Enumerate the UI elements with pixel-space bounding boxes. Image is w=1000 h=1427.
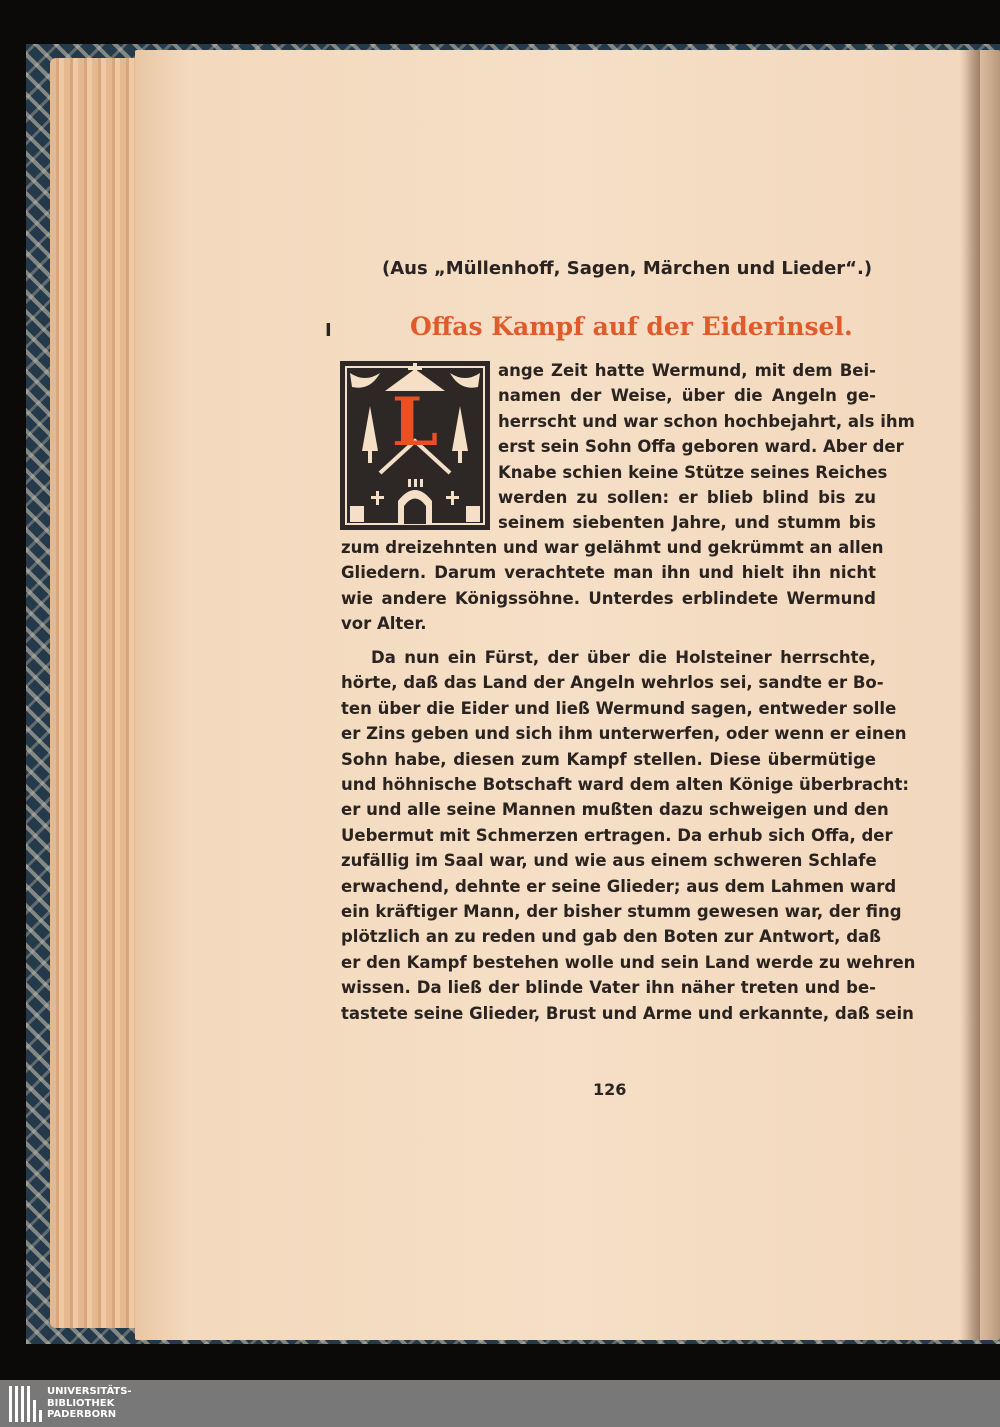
text-line: Da nun ein Fürst, der über die Holsteiner herrschte,	[371, 648, 876, 667]
text-line: Gliedern. Darum verachtete man ihn und hielt ihn nicht	[341, 563, 876, 583]
library-name-line: BIBLIOTHEK	[47, 1397, 115, 1409]
library-footer	[0, 1380, 1000, 1427]
library-name-line: UNIVERSITÄTS-	[47, 1386, 132, 1397]
text-line: plötzlich an zu reden und gab den Boten zur Antwort, daß	[341, 927, 882, 947]
library-name-line: PADERBORN	[47, 1409, 117, 1420]
text-line: hörte, daß das Land der Angeln wehrlos sei, sandte er Bo-	[341, 673, 884, 693]
paragraph-2	[341, 645, 916, 1026]
text-line: ten über die Eider und ließ Wermund sagen, entweder solle	[341, 698, 897, 718]
chapter-title: Offas Kampf auf der Eiderinsel.	[410, 312, 853, 341]
page-number: 126	[593, 1080, 627, 1099]
text-line: werden zu sollen: er blieb blind bis zu	[498, 488, 876, 508]
text-line: vor Alter.	[341, 614, 427, 634]
library-name	[47, 1386, 132, 1421]
paragraph-1-beside-initial	[498, 358, 915, 536]
source-line: (Aus „Müllenhoff, Sagen, Märchen und Lieder“.)	[382, 258, 873, 279]
text-line: zufällig im Saal war, und wie aus einem schweren Schlafe	[341, 851, 877, 871]
text-line: herrscht und war schon hochbejahrt, als ihm	[498, 411, 915, 431]
text-line: namen der Weise, über die Angeln ge-	[498, 386, 876, 406]
initial-letter: L	[391, 383, 439, 461]
text-line: er Zins geben und sich ihm unterwerfen, oder wenn er einen	[341, 724, 907, 744]
text-line: tastete seine Glieder, Brust und Arme und erkannte, daß sein	[341, 1003, 914, 1023]
gutter-shadow	[960, 50, 980, 1340]
text-line: ange Zeit hatte Wermund, mit dem Bei-	[498, 361, 876, 380]
text-line: Sohn habe, diesen zum Kampf stellen. Diese übermütige	[341, 749, 876, 769]
text-line: Uebermut mit Schmerzen ertragen. Da erhub sich Offa, der	[341, 825, 893, 845]
decorated-initial	[340, 361, 490, 530]
text-line: er und alle seine Mannen mußten dazu schweigen und den	[341, 800, 889, 820]
text-line: ein kräftiger Mann, der bisher stumm gewesen war, der fing	[341, 902, 902, 922]
library-logo-icon	[9, 1386, 43, 1422]
text-line: erst sein Sohn Offa geboren ward. Aber der	[498, 437, 904, 457]
text-line: erwachend, dehnte er seine Glieder; aus dem Lahmen ward	[341, 876, 897, 896]
text-line: Knabe schien keine Stütze seines Reiches	[498, 462, 888, 482]
text-line: zum dreizehnten und war gelähmt und gekrümmt an allen	[341, 538, 884, 557]
text-line: seinem siebenten Jahre, und stumm bis	[498, 513, 876, 533]
text-line: und höhnische Botschaft ward dem alten Könige überbracht:	[341, 775, 909, 795]
paragraph-1-continued	[341, 535, 884, 637]
text-line: wie andere Königssöhne. Unterdes erblindete Wermund	[341, 588, 876, 608]
line-mark: I	[325, 320, 332, 341]
text-line: wissen. Da ließ der blinde Vater ihn näher treten und be-	[341, 978, 876, 998]
text-line: er den Kampf bestehen wolle und sein Land werde zu wehren	[341, 952, 916, 972]
